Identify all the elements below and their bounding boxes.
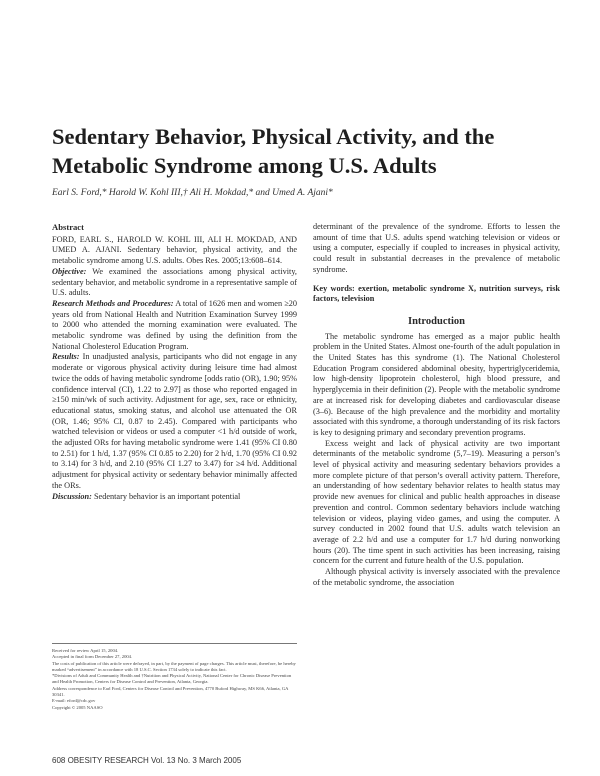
abstract-discussion: [52, 492, 297, 503]
footnote-costs: The costs of publication of this article were defrayed, in part, by the payment of page charges. This article must, therefore, be hereby marked “advertisement” in accordance with 18 U.S.C. Section 1734 solely to indicate this fact.: [52, 660, 296, 672]
intro-paragraph-1: The metabolic syndrome has emerged as a major public health problem in the United States. Almost one-fourth of the adult population in the United States has this syndrome (1). The National Cholesterol Education Program considered abdominal obesity, hypertriglyceridemia, low high-density lipoprotein cholesterol, high blood pressure, and hyperglycemia in their definition (2). People with the metabolic syndrome are at increased risk for developing diabetes and cardiovascular disease (3–6). Because of the high prevalence and the morbidity and mortality associated with this syndrome, a thorough understanding of its risk factors is key to designing primary and secondary prevention programs.: [313, 331, 560, 437]
discussion-text-continued: determinant of the prevalence of the syndrome. Efforts to lessen the amount of time that U.S. adults spend watching television or videos or using a computer, especially if coupled to increases in physical activity, could result in substantial decreases in the prevalence of metabolic syndrome.: [313, 222, 560, 274]
objective-label: Objective:: [52, 266, 87, 276]
discussion-text-start: Sedentary behavior is an important potential: [93, 491, 241, 501]
results-text: In unadjusted analysis, participants who did not engage in any moderate or vigorous physical activity during leisure time had almost twice the odds of having metabolic syndrome [odds ratio (OR), 1.90; 95% confidence interval (CI), 1.22 to 2.97] as those who reported engaged in ≥150 min/wk of such activity. Adjustment for age, sex, race or ethnicity, educational status, smoking status, and alcohol use attenuated the OR (OR, 1.46; 95% CI, 0.87 to 2.45). Compared with participants who watched television or videos or used a computer <1 h/d outside of work, the adjusted ORs for having metabolic syndrome were 1.41 (95% CI 0.80 to 2.51) for 1 h/d, 1.37 (95% CI 0.85 to 2.20) for 2 h/d, 1.70 (95% CI 0.92 to 3.14) for 3 h/d, and 2.10 (95% CI 1.27 to 3.47) for ≥4 h/d. Additional adjustment for physical activity or sedentary behavior minimally affected the ORs.: [52, 352, 297, 490]
footnotes: [52, 648, 297, 711]
article-title: Sedentary Behavior, Physical Activity, and the Metabolic Syndrome among U.S. Adults: [52, 124, 495, 178]
intro-paragraph-3: Although physical activity is inversely associated with the prevalence of the metabolic syndrome, the association: [313, 567, 560, 587]
abstract-objective: [52, 267, 297, 299]
introduction-heading: Introduction: [408, 315, 465, 327]
footnote-received: Received for review April 15, 2004.: [52, 648, 119, 653]
abstract-heading: Abstract: [52, 222, 84, 232]
right-column: [313, 222, 560, 589]
abstract-methods: [52, 299, 297, 353]
discussion-label: Discussion:: [52, 491, 92, 501]
page-footer: 608 OBESITY RESEARCH Vol. 13 No. 3 March 2005: [52, 756, 242, 765]
footnote-affiliations: *Divisions of Adult and Community Health and †Nutrition and Physical Activity, National Center for Chronic Disease Prevention and Health Promotion, Centers for Disease Control and Prevention, Atlanta, Georgia.: [52, 673, 292, 685]
methods-label: Research Methods and Procedures:: [52, 298, 174, 308]
left-column: [52, 222, 297, 502]
abstract-citation: FORD, EARL S., HAROLD W. KOHL III, ALI H. MOKDAD, AND UMED A. AJANI. Sedentary behavior, physical activity, and the metabolic syndrome among U.S. adults. Obes Res. 2005;13:608–614.: [52, 234, 297, 266]
keywords: Key words: exertion, metabolic syndrome X, nutrition surveys, risk factors, television: [313, 283, 560, 304]
footnote-email: E-mail: eford@cdc.gov: [52, 698, 96, 704]
results-label: Results:: [52, 352, 80, 362]
footnote-divider: [52, 643, 297, 644]
footnote-address: Address correspondence to Earl Ford, Centers for Disease Control and Prevention, 4770 Buford Highway, MS K66, Atlanta, GA 30341.: [52, 685, 289, 698]
author-list: Earl S. Ford,* Harold W. Kohl III,† Ali H. Mokdad,* and Umed A. Ajani*: [52, 188, 333, 198]
footnote-copyright: Copyright © 2005 NAASO: [52, 704, 103, 710]
methods-text: A total of 1626 men and women ≥20 years old from National Health and Nutrition Examination Survey 1999 to 2000 who attended the morning examination were evaluated. The metabolic syndrome was defined by using the definition from the National Cholesterol Education Program.: [52, 298, 298, 351]
footnote-accepted: Accepted in final form December 27, 2004.: [52, 654, 133, 660]
intro-paragraph-2: Excess weight and lack of physical activity are two important determinants of the metabolic syndrome (5,7–19). Measuring a person’s level of physical activity and measuring sedentary behaviors provides a more complete picture of that person’s overall activity pattern. Therefore, an understanding of how sedentary behavior relates to health status may provide new avenues for clinical and public health approaches in disease prevention and control. Common sedentary behaviors include watching television or videos, playing video games, and using the computer. A survey conducted in 2002 found that U.S. adults watch television an average of 2.2 h/d and use a computer for 1.7 h/d during nonworking hours (20). The time spent in such activities has been increasing, raising concern for the current and future health of the U.S. population.: [313, 438, 560, 566]
objective-text: We examined the associations among physical activity, sedentary behavior, and metabolic syndrome in a representative sample of U.S. adults.: [52, 266, 297, 298]
abstract-results: [52, 352, 297, 491]
